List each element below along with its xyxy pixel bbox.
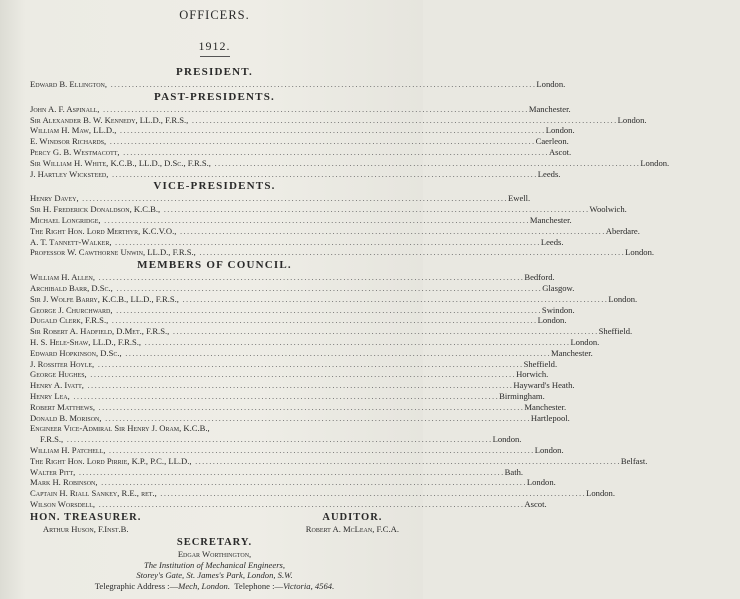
officer-place: Horwich. — [516, 369, 549, 380]
officer-row — [30, 214, 572, 226]
past-presidents-heading: PAST-PRESIDENTS. — [154, 90, 275, 103]
president-heading: PRESIDENT. — [176, 66, 253, 78]
leader-dots: ........................................................................................................................ — [141, 336, 571, 347]
officer-place: London. — [617, 114, 647, 125]
officer-name-text: F.R.S., — [40, 434, 64, 445]
officer-row — [30, 304, 575, 316]
leader-dots: ........................................................................................................................ — [99, 103, 529, 114]
officer-name — [30, 413, 531, 424]
officer-row — [30, 225, 640, 237]
officer-row — [30, 293, 638, 305]
secretary-heading: SECRETARY. — [176, 537, 253, 549]
divider — [200, 56, 230, 57]
officer-name-text: Captain H. Riall Sankey, R.E., ret., — [30, 488, 157, 499]
officer-place: London. — [640, 157, 670, 168]
officer-name — [30, 305, 542, 316]
officer-name-text: George J. Churchward, — [30, 304, 113, 315]
officer-name — [30, 369, 516, 380]
officer-name — [30, 380, 513, 391]
officer-row — [30, 204, 627, 215]
officer-row — [30, 272, 555, 283]
officer-name — [30, 423, 299, 434]
officer-name-text: J. Rossiter Hoyle, — [30, 358, 95, 369]
officer-place: London. — [534, 444, 564, 455]
officer-row — [30, 488, 615, 499]
leader-dots: ........................................................................................................................ — [63, 434, 493, 445]
officer-place: London. — [526, 477, 556, 488]
officer-name-text: Wilson Worsdell, — [30, 498, 96, 509]
council-heading: MEMBERS OF COUNCIL. — [137, 259, 292, 272]
leader-dots: ........................................................................................................................ — [188, 114, 618, 125]
telephone-label: Telephone :— — [234, 580, 284, 591]
officer-name-text: George Hughes, — [30, 369, 87, 380]
officer-name — [30, 79, 536, 90]
officer-name — [30, 391, 499, 402]
officer-name-text: Dugald Clerk, F.R.S., — [30, 315, 109, 326]
officer-place: London. — [608, 293, 638, 304]
officer-name — [30, 445, 535, 456]
officer-place: Manchester. — [528, 103, 571, 114]
leader-dots: ........................................................................................................................ — [108, 168, 538, 179]
officer-row — [30, 401, 567, 413]
officer-row — [30, 498, 547, 510]
officer-place: London. — [545, 125, 575, 136]
officer-name-text: Sir H. Frederick Donaldson, K.C.B., — [30, 204, 161, 215]
leader-dots: ........................................................................................................................ — [106, 136, 536, 147]
officer-name-text: The Right Hon. Lord Merthyr, K.C.V.O., — [30, 225, 177, 236]
officer-row — [30, 390, 545, 402]
officer-name — [30, 247, 625, 258]
officer-name-text: Henry Lea, — [30, 390, 70, 401]
officer-place: Swindon. — [541, 304, 575, 315]
telephone-value: Victoria, 4564. — [283, 580, 335, 591]
officer-name — [30, 467, 505, 478]
officer-place: Manchester. — [524, 401, 567, 412]
officer-name-text: Edward B. Ellington, — [30, 79, 108, 89]
officer-row — [30, 412, 570, 424]
officer-row — [30, 168, 561, 180]
leader-dots: ........................................................................................................................ — [95, 498, 525, 509]
officer-place: Belfast. — [620, 455, 648, 466]
leader-dots: ........................................................................................................................ — [112, 282, 543, 293]
officer-name — [30, 193, 508, 204]
leader-dots: ........................................................................................................................ — [156, 488, 587, 499]
officer-name — [30, 169, 538, 180]
secretary-contact — [30, 581, 399, 592]
officer-name-text: Sir Alexander B. W. Kennedy, LL.D., F.R.S., — [30, 114, 189, 125]
officer-row — [30, 103, 571, 115]
officer-name — [30, 402, 524, 413]
officer-place: Manchester. — [529, 214, 572, 225]
leader-dots: ........................................................................................................................ — [94, 272, 525, 283]
officer-name-text: William H. Patchell, — [30, 444, 106, 455]
leader-dots: ........................................................................................................................ — [191, 455, 621, 466]
auditor-heading: AUDITOR. — [322, 511, 383, 523]
treasurer-name: Arthur Huson, F.Inst.B. — [42, 523, 129, 534]
officer-place: Sheffield. — [598, 326, 633, 337]
officer-row — [30, 369, 549, 380]
officer-name-text: Engineer Vice-Admiral Sir Henry J. Oram, K.C.B., — [30, 423, 210, 434]
officer-row — [30, 326, 633, 337]
officer-name — [30, 136, 536, 147]
leader-dots: ........................................................................................................................ — [116, 125, 546, 136]
leader-dots: ........................................................................................................................ — [105, 444, 535, 455]
treasurer-auditor-block — [30, 512, 399, 535]
officer-place: London. — [570, 336, 600, 347]
officer-place: Bath. — [504, 466, 524, 477]
officer-row — [30, 466, 524, 478]
council-list — [30, 272, 648, 510]
officer-name-text: Robert Matthews, — [30, 401, 95, 412]
officer-place: Ascot. — [524, 498, 547, 509]
leader-dots: ........................................................................................................................ — [178, 293, 609, 304]
officer-place: Bedford. — [524, 272, 555, 283]
leader-dots: ........................................................................................................................ — [94, 401, 525, 412]
past-presidents-list — [30, 103, 670, 180]
officer-name-text: Archibald Barr, D.Sc., — [30, 282, 113, 293]
officer-row — [30, 146, 572, 158]
officer-place: Sheffield. — [523, 358, 558, 369]
officer-name-text: Professor W. Cawthorne Unwin, LL.D., F.R.S., — [30, 247, 196, 258]
officer-place: Caerleon. — [535, 136, 569, 147]
president-list — [30, 79, 566, 90]
leader-dots: ........................................................................................................................ — [121, 347, 552, 358]
leader-dots: ........................................................................................................................ — [195, 247, 626, 258]
officer-name-text: William H. Maw, LL.D., — [30, 125, 117, 136]
officer-place: Hayward's Heath. — [513, 380, 575, 391]
officer-place: Woolwich. — [589, 204, 627, 215]
officer-name-text: H. S. Hele-Shaw, LL.D., F.R.S., — [30, 336, 142, 347]
officer-place: London. — [586, 488, 615, 499]
officer-place: Glasgow. — [542, 282, 575, 293]
leader-dots: ........................................................................................................................ — [176, 225, 606, 236]
officer-place: Leeds. — [537, 168, 561, 179]
officer-row — [30, 125, 575, 136]
officer-name-text: Donald B. Morison, — [30, 412, 102, 423]
leader-dots: ........................................................................................................................ — [119, 146, 549, 157]
leader-dots: ........................................................................................................................ — [169, 326, 599, 337]
leader-dots: ........................................................................................................................ — [160, 204, 590, 215]
officer-row — [30, 336, 600, 348]
officer-name-text: E. Windsor Richards, — [30, 136, 107, 147]
officer-name-text: Sir J. Wolfe Barry, K.C.B., LL.D., F.R.S., — [30, 293, 179, 304]
officer-name-text: Sir Robert A. Hadfield, D.Met., F.R.S., — [30, 326, 170, 337]
leader-dots: ........................................................................................................................ — [112, 304, 542, 315]
officer-row — [30, 315, 567, 326]
officer-name-text: Henry Davey, — [30, 193, 79, 204]
officer-name — [30, 226, 606, 237]
officer-name — [30, 315, 538, 326]
leader-dots: ........................................................................................................................ — [108, 315, 538, 326]
officer-place: London. — [625, 247, 655, 258]
officer-name-text: Walter Pitt, — [30, 466, 76, 477]
year-label: 1912. — [198, 39, 231, 53]
leader-dots: ........................................................................................................................ — [97, 477, 527, 488]
leader-dots: ........................................................................................................................ — [107, 79, 537, 89]
officer-name — [30, 272, 524, 283]
secretary-address: Storey's Gate, St. James's Park, London, S.W. — [136, 570, 293, 581]
officer-place: Birmingham. — [499, 390, 545, 401]
officer-name-text: Mark H. Robinson, — [30, 477, 98, 488]
officer-name — [30, 215, 530, 226]
officer-name — [30, 499, 524, 510]
vice-presidents-heading: VICE-PRESIDENTS. — [153, 180, 276, 193]
leader-dots: ........................................................................................................................ — [83, 380, 514, 391]
leader-dots: ........................................................................................................................ — [101, 412, 531, 423]
telegraphic-value: Mech, London. — [178, 580, 230, 591]
officer-place: Leeds. — [540, 236, 564, 247]
officer-name-text: J. Hartley Wicksteed, — [30, 168, 109, 179]
officer-row — [30, 136, 569, 147]
leader-dots: ........................................................................................................................ — [100, 214, 530, 225]
officer-name-text: A. T. Tannett-Walker, — [30, 236, 112, 247]
officer-row — [30, 477, 556, 488]
officer-row — [30, 79, 566, 90]
officer-name-text: Sir William H. White, K.C.B., LL.D., D.Sc., F.R.S., — [30, 157, 211, 168]
leader-dots: ........................................................................................................................ — [210, 157, 641, 168]
officer-name — [30, 104, 529, 115]
officer-row — [30, 347, 593, 359]
officer-name-text: Edward Hopkinson, D.Sc., — [30, 347, 122, 358]
leader-dots: ........................................................................................................................ — [78, 193, 508, 204]
officer-row — [30, 236, 564, 248]
treasurer-heading: HON. TREASURER. — [30, 511, 142, 523]
officer-name-text: William H. Allen, — [30, 272, 95, 283]
officer-name-text: Michael Longridge, — [30, 214, 101, 225]
officer-place: Hartlepool. — [530, 412, 570, 423]
officer-row — [30, 455, 648, 467]
officer-row — [30, 282, 575, 294]
officer-row — [30, 157, 670, 169]
officer-row — [30, 423, 399, 434]
officer-name — [30, 294, 608, 305]
secretary-institution: The Institution of Mechanical Engineers, — [143, 559, 286, 570]
officer-name-text: Percy G. B. Westmacott, — [30, 146, 120, 157]
leader-dots: ........................................................................................................................ — [75, 466, 505, 477]
officer-name — [30, 204, 590, 215]
vice-presidents-list — [30, 193, 655, 258]
officer-name — [30, 147, 549, 158]
officer-row — [30, 193, 531, 204]
officer-row — [30, 444, 564, 456]
leader-dots: ........................................................................................................................ — [111, 236, 541, 247]
officer-row — [30, 247, 655, 258]
officer-name — [30, 456, 621, 467]
officer-row — [30, 114, 647, 126]
treasurer-column — [30, 512, 141, 535]
officer-place: London. — [537, 315, 567, 326]
officer-name — [30, 326, 599, 337]
auditor-name: Robert A. McLean, F.C.A. — [305, 523, 399, 534]
officer-row — [30, 380, 575, 391]
officer-name — [30, 115, 618, 126]
officer-name — [30, 158, 640, 169]
officer-place: Ascot. — [548, 146, 572, 157]
officer-place: Ewell. — [507, 193, 531, 204]
secretary-name: Edgar Worthington, — [177, 549, 252, 560]
officer-row — [30, 358, 558, 370]
officer-name-text: John A. F. Aspinall, — [30, 103, 100, 114]
officer-name — [30, 434, 493, 445]
leader-dots: ........................................................................................................................ — [69, 390, 500, 401]
officer-name-text: The Right Hon. Lord Pirrie, K.P., P.C., LL.D., — [30, 455, 192, 466]
officer-name — [30, 359, 524, 370]
officer-place: London. — [536, 79, 566, 89]
officer-name — [30, 283, 542, 294]
officer-name — [30, 237, 541, 248]
officer-name — [30, 337, 570, 348]
officer-name — [30, 477, 527, 488]
officer-name — [30, 488, 586, 499]
leader-dots: ........................................................................................................................ — [94, 358, 524, 369]
leader-dots: ........................................................................................................................ — [86, 369, 517, 380]
page-title: OFFICERS. — [179, 8, 250, 22]
officer-place: Manchester. — [551, 347, 593, 358]
officer-place: London. — [492, 434, 522, 445]
auditor-column — [306, 512, 399, 535]
officer-name — [30, 125, 546, 136]
officer-name — [30, 348, 551, 359]
telegraphic-label: Telegraphic Address :— — [94, 580, 179, 591]
officer-name-text: Henry A. Ivatt, — [30, 380, 84, 391]
officer-row — [30, 434, 522, 445]
officer-place: Aberdare. — [605, 225, 640, 236]
